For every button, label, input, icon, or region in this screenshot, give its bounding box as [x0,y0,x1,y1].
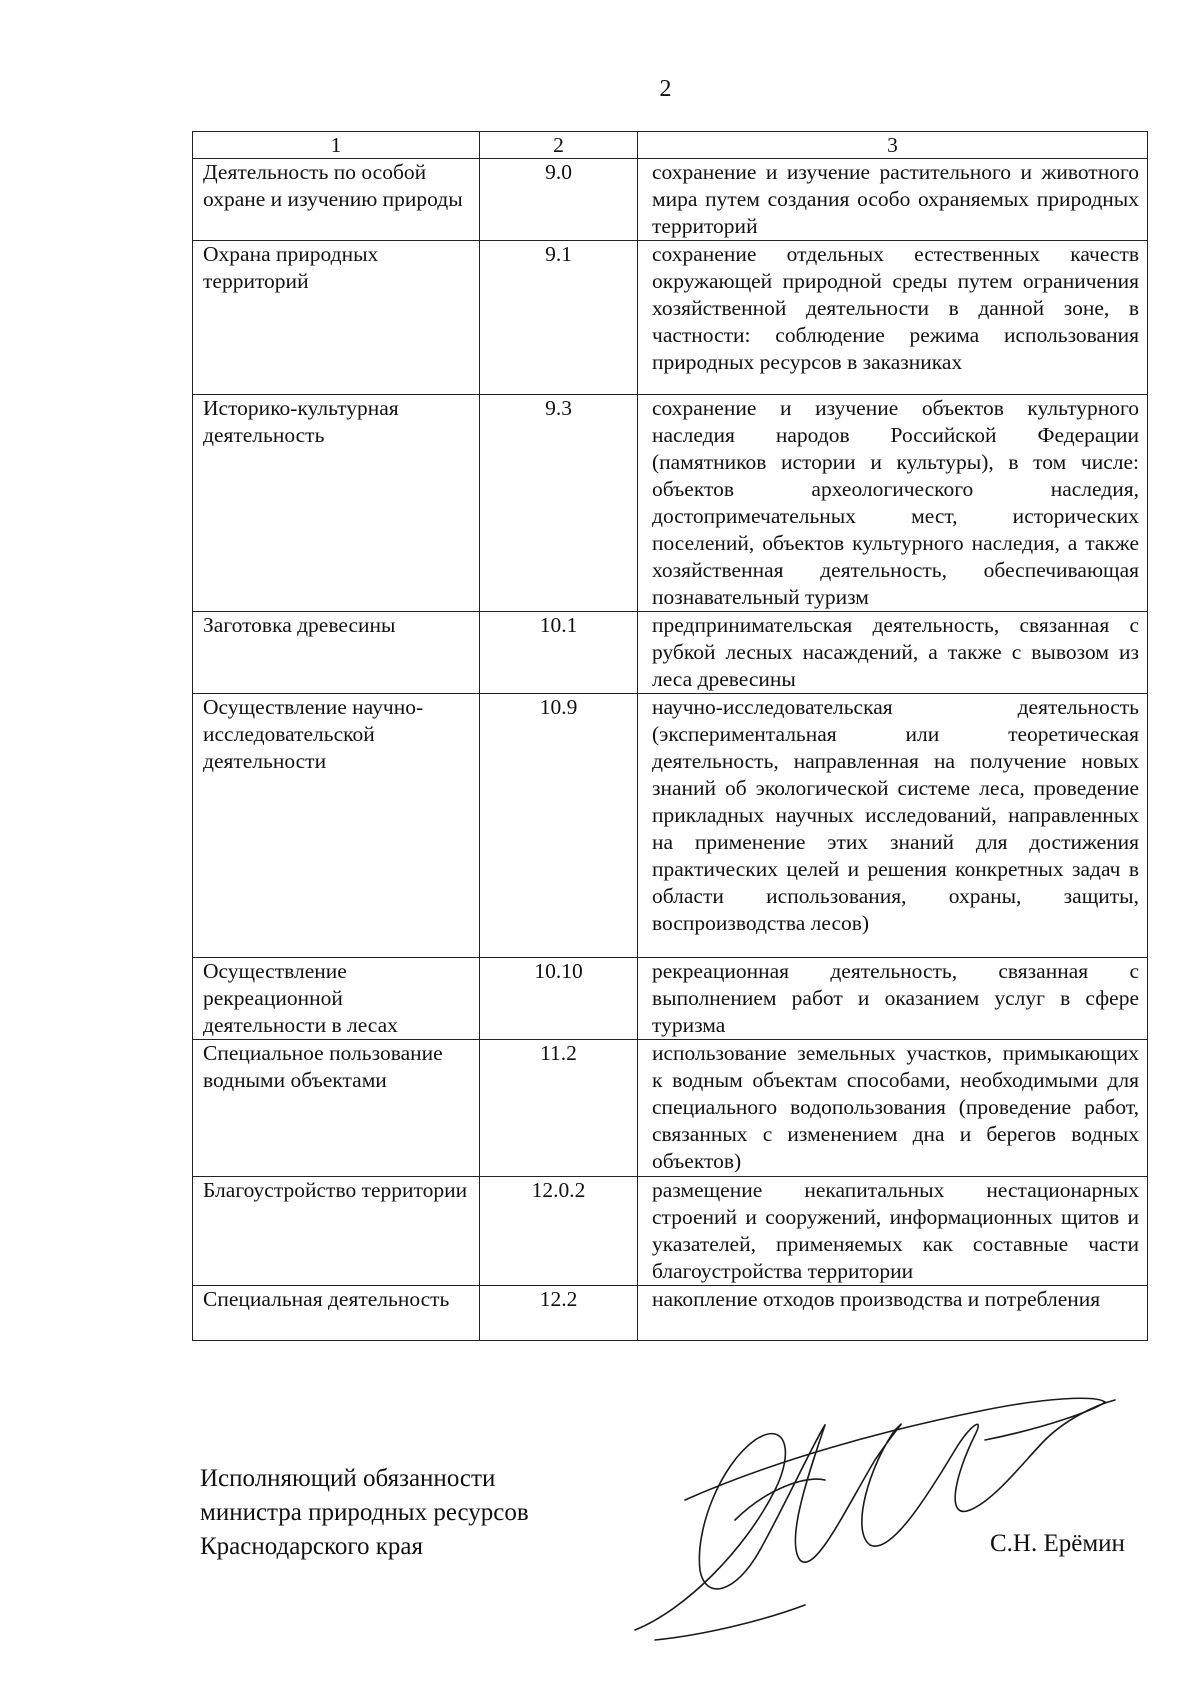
table-row [193,958,1148,1040]
activity-name: Деятельность по особой охране и изучению природы [193,159,480,241]
activity-code: 9.3 [480,395,638,612]
column-header-2: 2 [480,132,638,159]
table-row [193,612,1148,694]
table-row [193,1286,1148,1341]
page-number: 2 [659,76,672,102]
activity-code: 9.0 [480,159,638,241]
activity-code: 12.0.2 [480,1177,638,1286]
activity-description: научно-исследовательская деятельность (экспериментальная или теоретическая деятельность, направленная на получение новых знаний об экологической системе леса, проведение прикладных научных исследований, направленных на применение этих знаний для достижения практических целей и решения конкретных задач в области использования, охраны, защиты, воспроизводства лесов) [638,694,1148,958]
table-row [193,694,1148,958]
activity-description: размещение некапитальных нестационарных строений и сооружений, информационных щитов и указателей, применяемых как составные части благоустройства территории [638,1177,1148,1286]
activity-description: предпринимательская деятельность, связанная с рубкой лесных насаждений, а также с вывозом из леса древесины [638,612,1148,694]
activity-name: Благоустройство территории [193,1177,480,1286]
activity-description: рекреационная деятельность, связанная с выполнением работ и оказанием услуг в сфере туризма [638,958,1148,1040]
table-row [193,241,1148,395]
table-row [193,159,1148,241]
table-row [193,395,1148,612]
activity-description: сохранение и изучение объектов культурного наследия народов Российской Федерации (памятников истории и культуры), в том числе: объектов археологического наследия, достопримечательных мест, исторических поселений, объектов культурного наследия, а также хозяйственная деятельность, обеспечивающая познавательный туризм [638,395,1148,612]
activity-name: Охрана природных территорий [193,241,480,395]
column-header-1: 1 [193,132,480,159]
table-header-row [193,132,1148,159]
activity-description: использование земельных участков, примыкающих к водным объектам способами, необходимыми для специального водопользования (проведение работ, связанных с изменением дна и берегов водных объектов) [638,1040,1148,1177]
land-use-table [192,131,1148,1341]
activity-description: накопление отходов производства и потребления [638,1286,1148,1341]
activity-code: 9.1 [480,241,638,395]
activity-code: 10.10 [480,958,638,1040]
table-row [193,1040,1148,1177]
activity-name: Осуществление рекреационной деятельности в лесах [193,958,480,1040]
signer-position-line-2: министра природных ресурсов [200,1499,529,1526]
signer-position-line-1: Исполняющий обязанности [200,1465,496,1492]
activity-name: Осуществление научно-исследовательской деятельности [193,694,480,958]
activity-name: Историко-культурная деятельность [193,395,480,612]
activity-name: Заготовка древесины [193,612,480,694]
activity-code: 10.1 [480,612,638,694]
activity-description: сохранение и изучение растительного и животного мира путем создания особо охраняемых природных территорий [638,159,1148,241]
activity-code: 12.2 [480,1286,638,1341]
activity-name: Специальное пользование водными объектами [193,1040,480,1177]
table-row [193,1177,1148,1286]
signature-block [200,1462,529,1564]
activity-code: 10.9 [480,694,638,958]
signer-name: С.Н. Ерёмин [990,1530,1125,1557]
handwritten-signature [625,1380,1125,1650]
activity-code: 11.2 [480,1040,638,1177]
activity-name: Специальная деятельность [193,1286,480,1341]
signer-position-line-3: Краснодарского края [200,1533,423,1560]
activity-description: сохранение отдельных естественных качеств окружающей природной среды путем ограничения хозяйственной деятельности в данной зоне, в частности: соблюдение режима использования природных ресурсов в заказниках [638,241,1148,395]
column-header-3: 3 [638,132,1148,159]
